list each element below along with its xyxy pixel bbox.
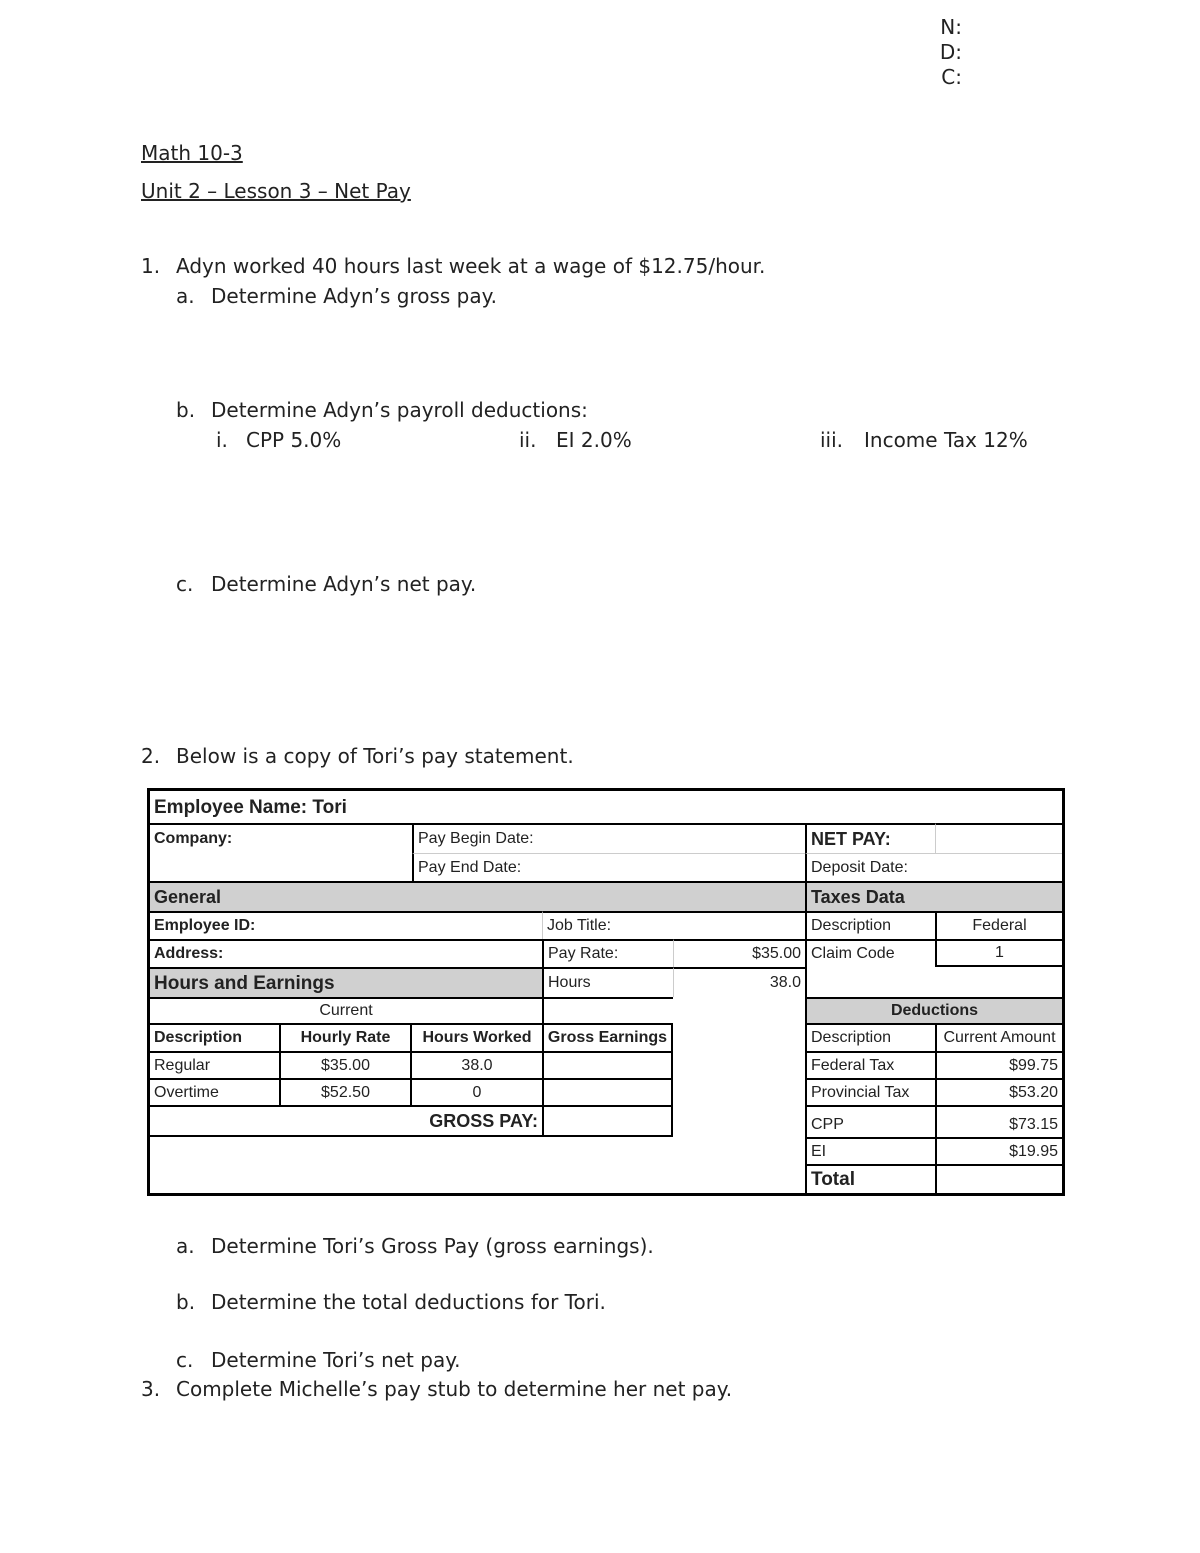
- deduction-cpp-amount: $73.15: [935, 1105, 1062, 1137]
- q1b-iii-text: Income Tax 12%: [864, 428, 1028, 452]
- address-label: Address:: [150, 939, 542, 967]
- stub-divider: [805, 1137, 807, 1193]
- q1b-ii-text: EI 2.0%: [556, 428, 632, 452]
- earnings-regular-description: Regular: [150, 1051, 279, 1078]
- earn-col-description: Description: [150, 1023, 279, 1051]
- net-pay-label: NET PAY:: [805, 823, 935, 853]
- q1b-iii-label: iii.: [820, 428, 844, 452]
- earnings-regular-gross: [542, 1051, 673, 1078]
- deduction-ei-amount: $19.95: [935, 1137, 1062, 1164]
- earn-col-gross-earnings: Gross Earnings: [542, 1023, 673, 1051]
- earnings-regular-rate: $35.00: [279, 1051, 410, 1078]
- q2a-text: Determine Tori’s Gross Pay (gross earnings).: [211, 1234, 654, 1258]
- earnings-overtime-hours: 0: [410, 1078, 542, 1105]
- q1-text: Adyn worked 40 hours last week at a wage of $12.75/hour.: [176, 254, 766, 278]
- deduction-provincial-tax-label: Provincial Tax: [805, 1078, 935, 1105]
- q2a-label: a.: [176, 1234, 195, 1258]
- taxes-data-header: Taxes Data: [805, 881, 1062, 911]
- q2-number: 2.: [141, 744, 161, 768]
- tax-description-label: Description: [805, 911, 935, 939]
- q1b-i-label: i.: [216, 428, 228, 452]
- name-label: N:: [940, 15, 962, 39]
- class-label: C:: [941, 65, 962, 89]
- tax-federal-label: Federal: [935, 911, 1062, 939]
- earnings-overtime-rate: $52.50: [279, 1078, 410, 1105]
- deduction-cpp-label: CPP: [805, 1105, 935, 1137]
- deduction-provincial-tax-amount: $53.20: [935, 1078, 1062, 1105]
- earnings-overtime-gross: [542, 1078, 673, 1105]
- q1a-label: a.: [176, 284, 195, 308]
- deductions-header: Deductions: [805, 997, 1062, 1023]
- pay-rate-value: $35.00: [673, 939, 805, 967]
- hours-earnings-header: Hours and Earnings: [150, 967, 542, 997]
- q2-text: Below is a copy of Tori’s pay statement.: [176, 744, 574, 768]
- q1a-text: Determine Adyn’s gross pay.: [211, 284, 497, 308]
- q1b-i-text: CPP 5.0%: [246, 428, 342, 452]
- pay-rate-label: Pay Rate:: [542, 939, 673, 967]
- taxes-blank: [805, 967, 1062, 997]
- job-title-label: Job Title:: [542, 911, 805, 939]
- course-title: Math 10-3: [141, 141, 243, 165]
- deduction-total-value: [935, 1164, 1062, 1193]
- q3-number: 3.: [141, 1377, 161, 1401]
- hours-label: Hours: [542, 967, 673, 997]
- net-pay-value: [935, 823, 1062, 853]
- q1c-text: Determine Adyn’s net pay.: [211, 572, 477, 596]
- pay-end-date-label: Pay End Date:: [412, 853, 805, 881]
- q2b-text: Determine the total deductions for Tori.: [211, 1290, 606, 1314]
- earnings-current-label: Current: [150, 997, 542, 1023]
- ded-col-current-amount: Current Amount: [935, 1023, 1062, 1051]
- earnings-regular-hours: 38.0: [410, 1051, 542, 1078]
- deduction-federal-tax-amount: $99.75: [935, 1051, 1062, 1078]
- claim-code-value: 1: [935, 939, 1062, 967]
- earn-col-hours-worked: Hours Worked: [410, 1023, 542, 1051]
- q1-number: 1.: [141, 254, 161, 278]
- deposit-date-label: Deposit Date:: [805, 853, 1062, 881]
- deduction-ei-label: EI: [805, 1137, 935, 1164]
- earnings-current-spacer: [542, 997, 673, 1023]
- q1b-label: b.: [176, 398, 196, 422]
- employee-id-label: Employee ID:: [150, 911, 542, 939]
- ded-col-description: Description: [805, 1023, 935, 1051]
- gross-pay-label: GROSS PAY:: [150, 1105, 542, 1137]
- q2c-text: Determine Tori’s net pay.: [211, 1348, 461, 1372]
- earn-col-hourly-rate: Hourly Rate: [279, 1023, 410, 1051]
- lesson-title: Unit 2 – Lesson 3 – Net Pay: [141, 179, 411, 203]
- gross-pay-value: [542, 1105, 673, 1137]
- hours-value: 38.0: [673, 967, 805, 997]
- pay-statement: [147, 788, 1065, 1196]
- deduction-total-label: Total: [805, 1164, 935, 1193]
- pay-begin-date-label: Pay Begin Date:: [412, 823, 805, 853]
- q2c-label: c.: [176, 1348, 194, 1372]
- date-label: D:: [939, 40, 962, 64]
- claim-code-label: Claim Code: [805, 939, 935, 967]
- q1c-label: c.: [176, 572, 194, 596]
- general-section-header: General: [150, 881, 805, 911]
- q1b-text: Determine Adyn’s payroll deductions:: [211, 398, 588, 422]
- employee-name: Employee Name: Tori: [154, 796, 347, 818]
- q2b-label: b.: [176, 1290, 196, 1314]
- earnings-overtime-description: Overtime: [150, 1078, 279, 1105]
- q3-text: Complete Michelle’s pay stub to determine her net pay.: [176, 1377, 733, 1401]
- deduction-federal-tax-label: Federal Tax: [805, 1051, 935, 1078]
- q1b-ii-label: ii.: [519, 428, 537, 452]
- company-label: Company:: [150, 823, 412, 881]
